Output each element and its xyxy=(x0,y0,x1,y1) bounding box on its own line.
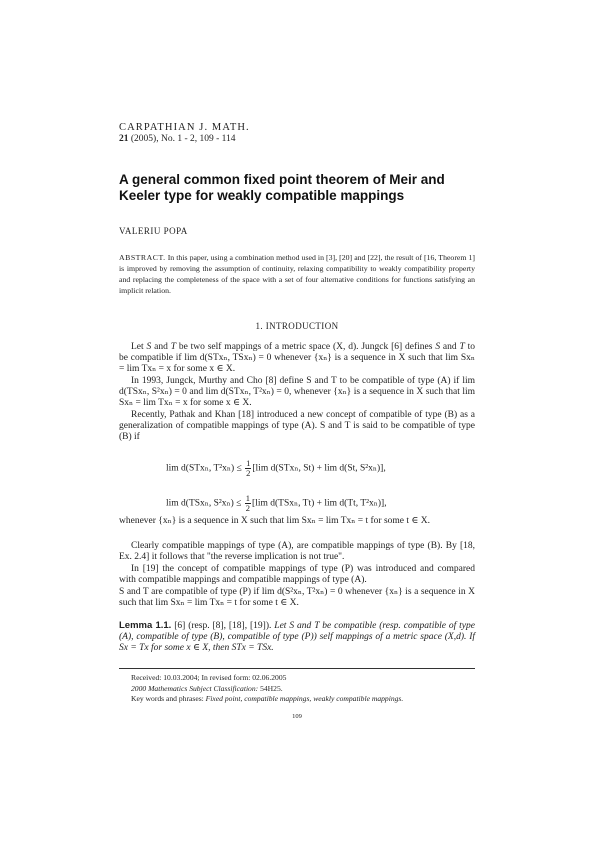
keywords: Key words and phrases: Fixed point, compatible mappings, weakly compatible mappings. xyxy=(131,694,404,703)
lemma-heading: Lemma 1.1. xyxy=(119,620,172,631)
equation-1: lim d(STxₙ, T²xₙ) ≤ $\frac{1}{2}$ [lim d(STxₙ, St) + lim d(St, S²xₙ)], xyxy=(166,458,386,478)
lemma-references: [6] (resp. [8], [18], [19]). xyxy=(171,621,275,631)
author-name: VALERIU POPA xyxy=(119,226,188,236)
paper-title: A general common fixed point theorem of Meir and Keeler type for weakly compatible mappings xyxy=(119,172,445,203)
fraction-one-half: $\frac{1}{2}$ xyxy=(246,458,251,478)
paragraph-1: Let S and T be two self mappings of a metric space (X, d). Jungck [6] defines S and T to be compatible if lim d(STxₙ, TSxₙ) = 0 whenever {xₙ} is a sequence in X such that lim Sxₙ = lim Txₙ = x for some x ∈ X. xyxy=(119,342,476,375)
footnote-divider xyxy=(119,668,475,669)
lemma-1-1 xyxy=(119,620,475,655)
fraction-one-half: $\frac{1}{2}$ xyxy=(245,493,251,513)
equation-2: lim d(TSxₙ, S²xₙ) ≤ $\frac{1}{2}$ [lim d(TSxₙ, Tt) + lim d(Tt, T²xₙ)], xyxy=(166,493,387,513)
lemma-statement: Let S and T be compatible (resp. compatible of type (A), compatible of type (B), compatible of type (P)) self mappings of a metric space (X,d). If Sx = Tx for some x ∈ X, then STx = TSx. xyxy=(119,621,475,654)
abstract-text: In this paper, using a combination method used in [3], [20] and [22], the result of [16, Theorem 1] is improved by removing the assumption of continuity, relaxing compatibility to weakly compatibility property and replacing the completeness of the space with a set of four alternative conditions for functions satisfying an implicit relation. xyxy=(119,253,476,295)
paragraph-4: whenever {xₙ} is a sequence in X such that lim Sxₙ = lim Txₙ = t for some t ∈ X. xyxy=(119,516,431,526)
paragraph-3: Recently, Pathak and Khan [18] introduced a new concept of compatible of type (B) as a generalization of compatible mappings of type (A). S and T is said to be compatible of type (B) if xyxy=(119,410,475,443)
paragraph-6: In [19] the concept of compatible mappings of type (P) was introduced and compared with compatible mappings and compatible mappings of type (A). xyxy=(119,564,475,586)
section-heading: 1. INTRODUCTION xyxy=(255,321,339,331)
received-dates: Received: 10.03.2004; In revised form: 02.06.2005 xyxy=(131,673,287,682)
journal-name: CARPATHIAN J. MATH. xyxy=(119,122,250,133)
volume-number: 21 xyxy=(119,134,129,144)
msc-classification: 2000 Mathematics Subject Classification: 54H25. xyxy=(131,684,283,693)
volume-line xyxy=(119,134,236,144)
paragraph-5: Clearly compatible mappings of type (A), are compatible mappings of type (B). By [18, Ex. 2.4] it follows that "the reverse implication is not true". xyxy=(119,541,475,563)
paragraph-7: S and T are compatible of type (P) if lim d(S²xₙ, T²xₙ) = 0 whenever {xₙ} is a sequence in X such that lim Sxₙ = lim Txₙ = t for some t ∈ X. xyxy=(119,587,475,609)
abstract-label: ABSTRACT. xyxy=(119,253,166,262)
paragraph-2: In 1993, Jungck, Murthy and Cho [8] define S and T to be compatible of type (A) if lim d(TSxₙ, S²xₙ) = 0 and lim d(STxₙ, T²xₙ) = 0, whenever {xₙ} is a sequence in X such that lim Sxₙ = lim Txₙ = x for some x ∈ X. xyxy=(119,376,475,409)
page-number: 109 xyxy=(292,713,302,720)
abstract xyxy=(119,252,475,296)
volume-issue-pages: (2005), No. 1 - 2, 109 - 114 xyxy=(128,134,236,144)
